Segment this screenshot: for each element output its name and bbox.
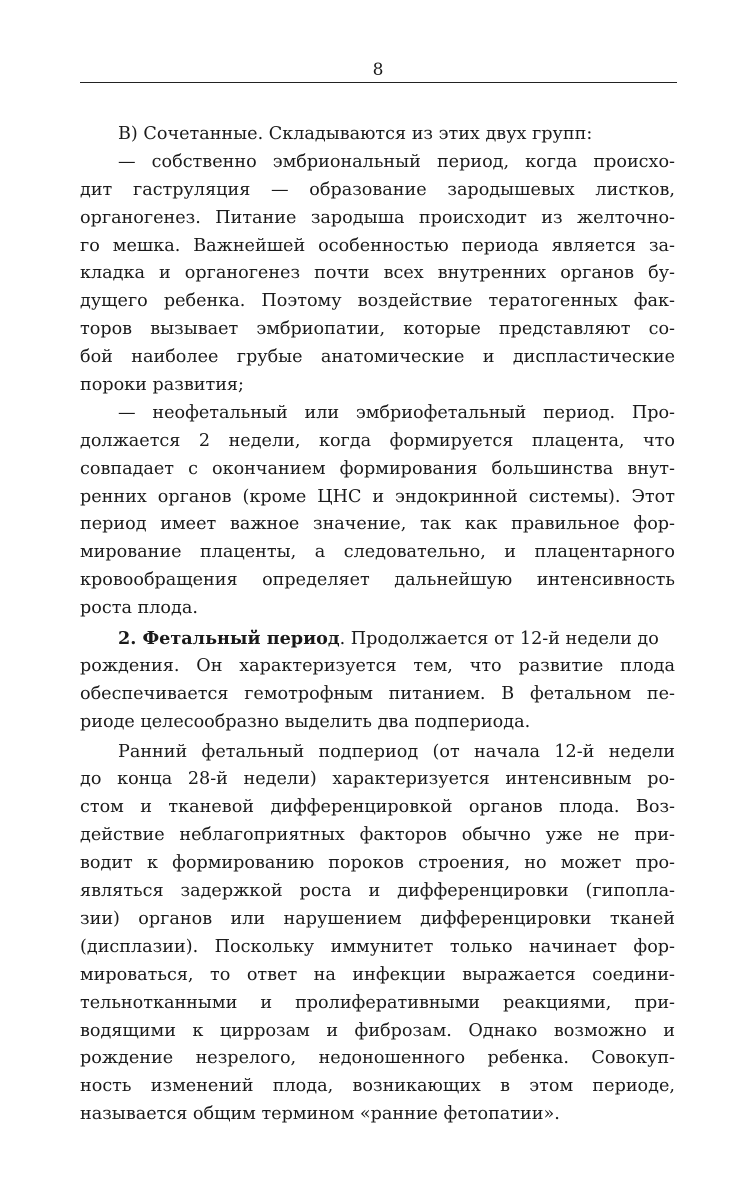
- section-heading-continuation: . Продолжается от 12-й недели до: [339, 629, 659, 650]
- text-line: тельнотканными и пролиферативными реакциями, при-: [80, 992, 675, 1013]
- text-line: совпадает с окончанием формирования большинства внут-: [80, 458, 675, 479]
- text-line: органогенез. Питание зародыша происходит из желточно-: [80, 207, 675, 228]
- text-line: — собственно эмбриональный период, когда происхо-: [118, 151, 675, 172]
- text-line: стом и тканевой дифференцировкой органов плода. Воз-: [80, 797, 675, 818]
- text-line: водит к формированию пороков строения, но может про-: [80, 853, 675, 874]
- text-line: водящими к циррозам и фиброзам. Однако возможно и: [80, 1020, 675, 1041]
- text-line: ренних органов (кроме ЦНС и эндокринной системы). Этот: [80, 486, 675, 507]
- text-line: кровообращения определяет дальнейшую интенсивность: [80, 570, 675, 591]
- text-line: го мешка. Важнейшей особенностью периода является за-: [80, 235, 675, 256]
- text-line: действие неблагоприятных факторов обычно уже не при-: [80, 825, 675, 846]
- text-line: рождение незрелого, недоношенного ребенка. Совокуп-: [80, 1048, 675, 1069]
- text-line: кладка и органогенез почти всех внутренних органов бу-: [80, 263, 675, 284]
- text-line: роста плода.: [80, 598, 198, 619]
- text-line: зии) органов или нарушением дифференцировки тканей: [80, 908, 675, 929]
- text-line: мирование плаценты, а следовательно, и плацентарного: [80, 542, 675, 563]
- text-line: являться задержкой роста и дифференцировки (гипопла-: [80, 881, 675, 902]
- text-line: торов вызывает эмбриопатии, которые представляют со-: [80, 319, 675, 340]
- text-line: ность изменений плода, возникающих в этом периоде,: [80, 1076, 675, 1097]
- section-heading: 2. Фетальный период: [118, 628, 340, 650]
- text-line: бой наиболее грубые анатомические и диспластические: [80, 347, 675, 368]
- text-line: (дисплазии). Поскольку иммунитет только начинает фор-: [80, 936, 675, 957]
- text-line: — неофетальный или эмбриофетальный период. Про-: [118, 402, 675, 423]
- header-rule: [80, 82, 677, 83]
- text-line: мироваться, то ответ на инфекции выражается соедини-: [80, 964, 675, 985]
- text-line: дущего ребенка. Поэтому воздействие тератогенных фак-: [80, 291, 675, 312]
- text-line: дит гаструляция — образование зародышевых листков,: [80, 179, 675, 200]
- section-heading-line: [80, 625, 675, 653]
- text-line: обеспечивается гемотрофным питанием. В фетальном пе-: [80, 683, 675, 704]
- text-line: называется общим термином «ранние фетопатии».: [80, 1104, 560, 1125]
- text-line: пороки развития;: [80, 375, 244, 396]
- text-line: В) Сочетанные. Складываются из этих двух групп:: [118, 124, 593, 144]
- page-number: 8: [372, 60, 384, 80]
- page-body: [80, 121, 675, 1129]
- text-line: Ранний фетальный подпериод (от начала 12-й недели: [118, 741, 675, 762]
- text-line: рождения. Он характеризуется тем, что развитие плода: [80, 655, 675, 676]
- text-line: риоде целесообразно выделить два подпериода.: [80, 711, 531, 732]
- text-line: до конца 28-й недели) характеризуется интенсивным ро-: [80, 769, 675, 790]
- text-line: период имеет важное значение, так как правильное фор-: [80, 514, 675, 535]
- text-line: должается 2 недели, когда формируется плацента, что: [80, 430, 675, 451]
